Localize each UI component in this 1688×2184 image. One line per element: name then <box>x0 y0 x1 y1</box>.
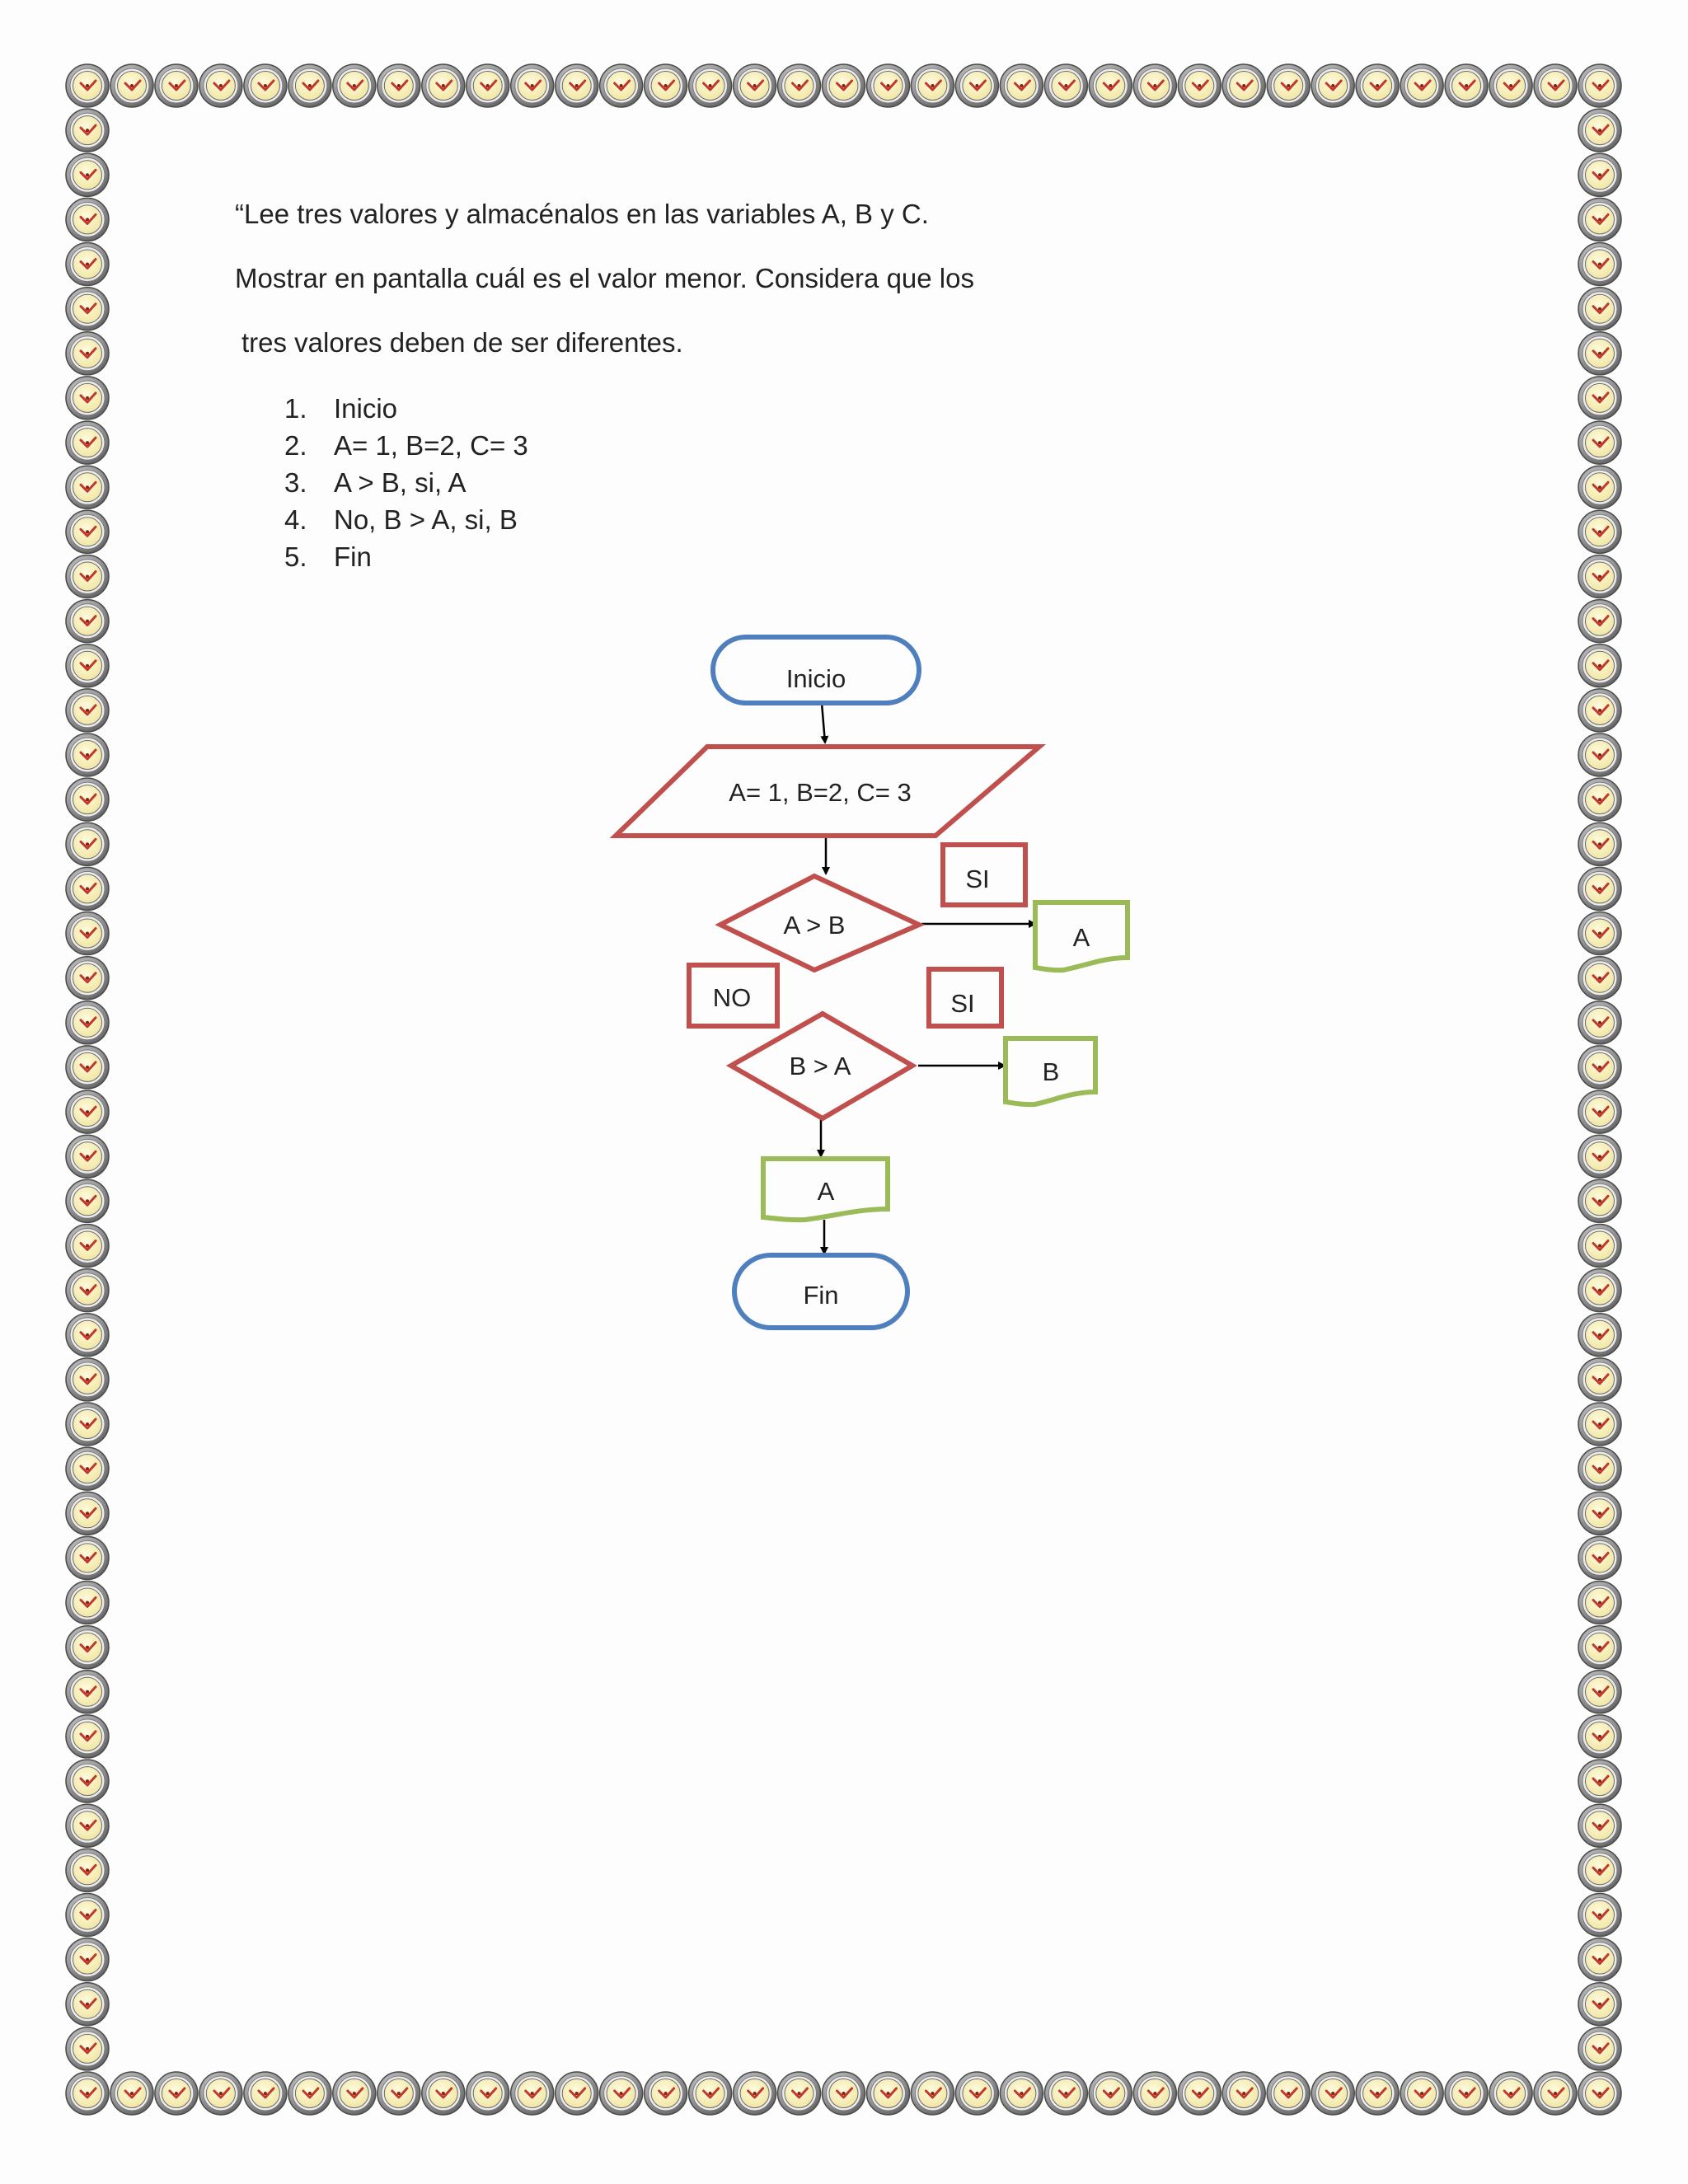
decision1-label: A > B <box>783 911 846 940</box>
arrow-start-to-input <box>822 703 825 743</box>
decision2-label: B > A <box>789 1052 851 1080</box>
output1-label: A <box>1072 923 1090 952</box>
no-label: NO <box>712 983 752 1012</box>
end-label: Fin <box>803 1281 839 1310</box>
input-label: A= 1, B=2, C= 3 <box>729 778 912 807</box>
intro-line-1: “Lee tres valores y almacénalos en las variables A, B y C. <box>235 199 929 229</box>
step-item: 4. No, B > A, si, B <box>284 504 518 535</box>
step-item: 3. A > B, si, A <box>284 467 467 498</box>
yes2-label: SI <box>950 989 975 1018</box>
yes1-label: SI <box>965 865 990 893</box>
step-item: 1. Inicio <box>284 393 398 424</box>
intro-line-3: tres valores deben de ser diferentes. <box>241 327 683 358</box>
step-item: 5. Fin <box>284 541 372 572</box>
intro-line-2: Mostrar en pantalla cuál es el valor menor. Considera que los <box>235 263 974 293</box>
step-item: 2. A= 1, B=2, C= 3 <box>284 430 528 461</box>
output3-label: A <box>817 1177 835 1206</box>
output2-label: B <box>1042 1057 1060 1086</box>
start-label: Inicio <box>785 664 846 693</box>
